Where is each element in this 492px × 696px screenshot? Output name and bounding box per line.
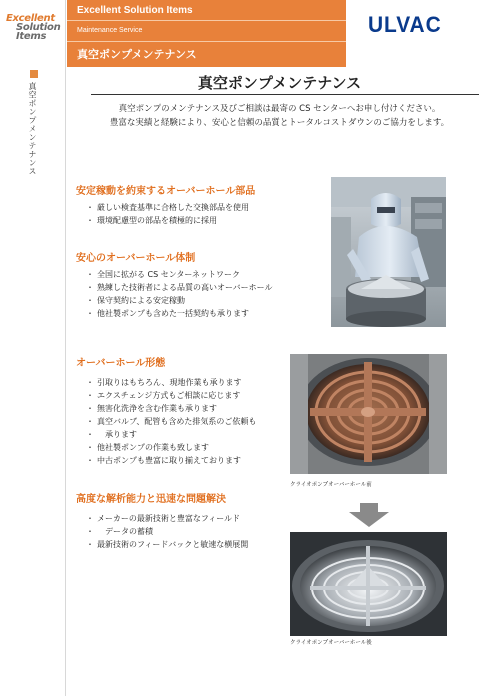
pump-after-photo <box>290 532 447 636</box>
header-section-title: 真空ポンプメンテナンス <box>77 48 197 61</box>
header-banner <box>67 0 346 67</box>
bullet-list <box>88 268 272 320</box>
side-marker <box>30 70 38 78</box>
header-title: Excellent Solution Items <box>77 5 193 16</box>
list-item: ・ 引取りはもちろん、現地作業も承ります <box>88 376 256 389</box>
list-item: ・ メーカーの最新技術と豊富なフィールド <box>88 512 248 525</box>
brand-line-2: Solution <box>16 22 61 33</box>
bullet-list <box>88 512 248 551</box>
list-item: ・ 保守契約による安定稼動 <box>88 294 272 307</box>
bullet-list <box>88 201 249 227</box>
list-item: ・ 他社製ポンプの作業も致します <box>88 441 256 454</box>
section-heading: 安心のオーバーホール体制 <box>76 253 196 264</box>
list-item: ・ 厳しい検査基準に合格した交換部品を使用 <box>88 201 249 214</box>
photo-caption-before: クライオポンプオーバーホール前 <box>290 482 372 488</box>
brand-wordmark <box>6 14 68 41</box>
list-item-text: データの蓄積 <box>105 527 153 536</box>
list-item: ・ 熟練した技術者による品質の高いオーバーホール <box>88 281 272 294</box>
header-subtitle: Maintenance Service <box>77 27 143 34</box>
list-item-text: 承ります <box>105 430 137 439</box>
bullet-list <box>88 376 256 467</box>
intro-text <box>67 102 492 130</box>
list-item: ・ 他社製ポンプも含めた一括契約も承ります <box>88 307 272 320</box>
header-rule <box>67 41 346 42</box>
title-rule <box>91 94 479 95</box>
down-arrow-icon <box>349 503 389 531</box>
list-item: ・ 環境配慮型の部品を積極的に採用 <box>88 214 249 227</box>
intro-line: 豊富な実績と経験により、安心と信頼の品質とトータルコストダウンのご協力をします。 <box>109 118 450 128</box>
intro-line: 真空ポンプのメンテナンス及びご相談は最寄の CS センターへお申し付けください。 <box>118 104 441 114</box>
list-item: ・ 無害化洗浄を含む作業も承ります <box>88 402 256 415</box>
section-heading: オーバーホール形態 <box>76 358 166 369</box>
brand-line-1: Excellent <box>6 13 55 24</box>
pump-before-photo <box>290 354 447 474</box>
list-item: ・ 最新技術のフィードバックと敏速な横展開 <box>88 538 248 551</box>
photo-caption-after: クライオポンプオーバーホール後 <box>290 640 372 646</box>
list-item: ・ 真空バルブ、配管も含めた排気系のご依頼も <box>88 415 256 428</box>
page-title: 真空ポンプメンテナンス <box>197 74 362 92</box>
side-label: 真空ポンプメンテナンス <box>28 82 37 176</box>
list-item-continued <box>88 428 256 441</box>
brand-line-3: Items <box>16 31 47 42</box>
section-heading: 安定稼動を約束するオーバーホール部品 <box>76 186 256 197</box>
ulvac-logo: ULVAC <box>368 12 442 37</box>
section-heading: 高度な解析能力と迅速な問題解決 <box>76 494 226 505</box>
header-rule <box>67 20 346 21</box>
list-item-continued <box>88 525 248 538</box>
list-item: ・ エクスチェンジ方式もご相談に応じます <box>88 389 256 402</box>
list-item: ・ 中古ポンプも豊富に取り揃えております <box>88 454 256 467</box>
technician-photo <box>331 177 446 327</box>
list-item: ・ 全国に拡がる CS センターネットワーク <box>88 268 272 281</box>
